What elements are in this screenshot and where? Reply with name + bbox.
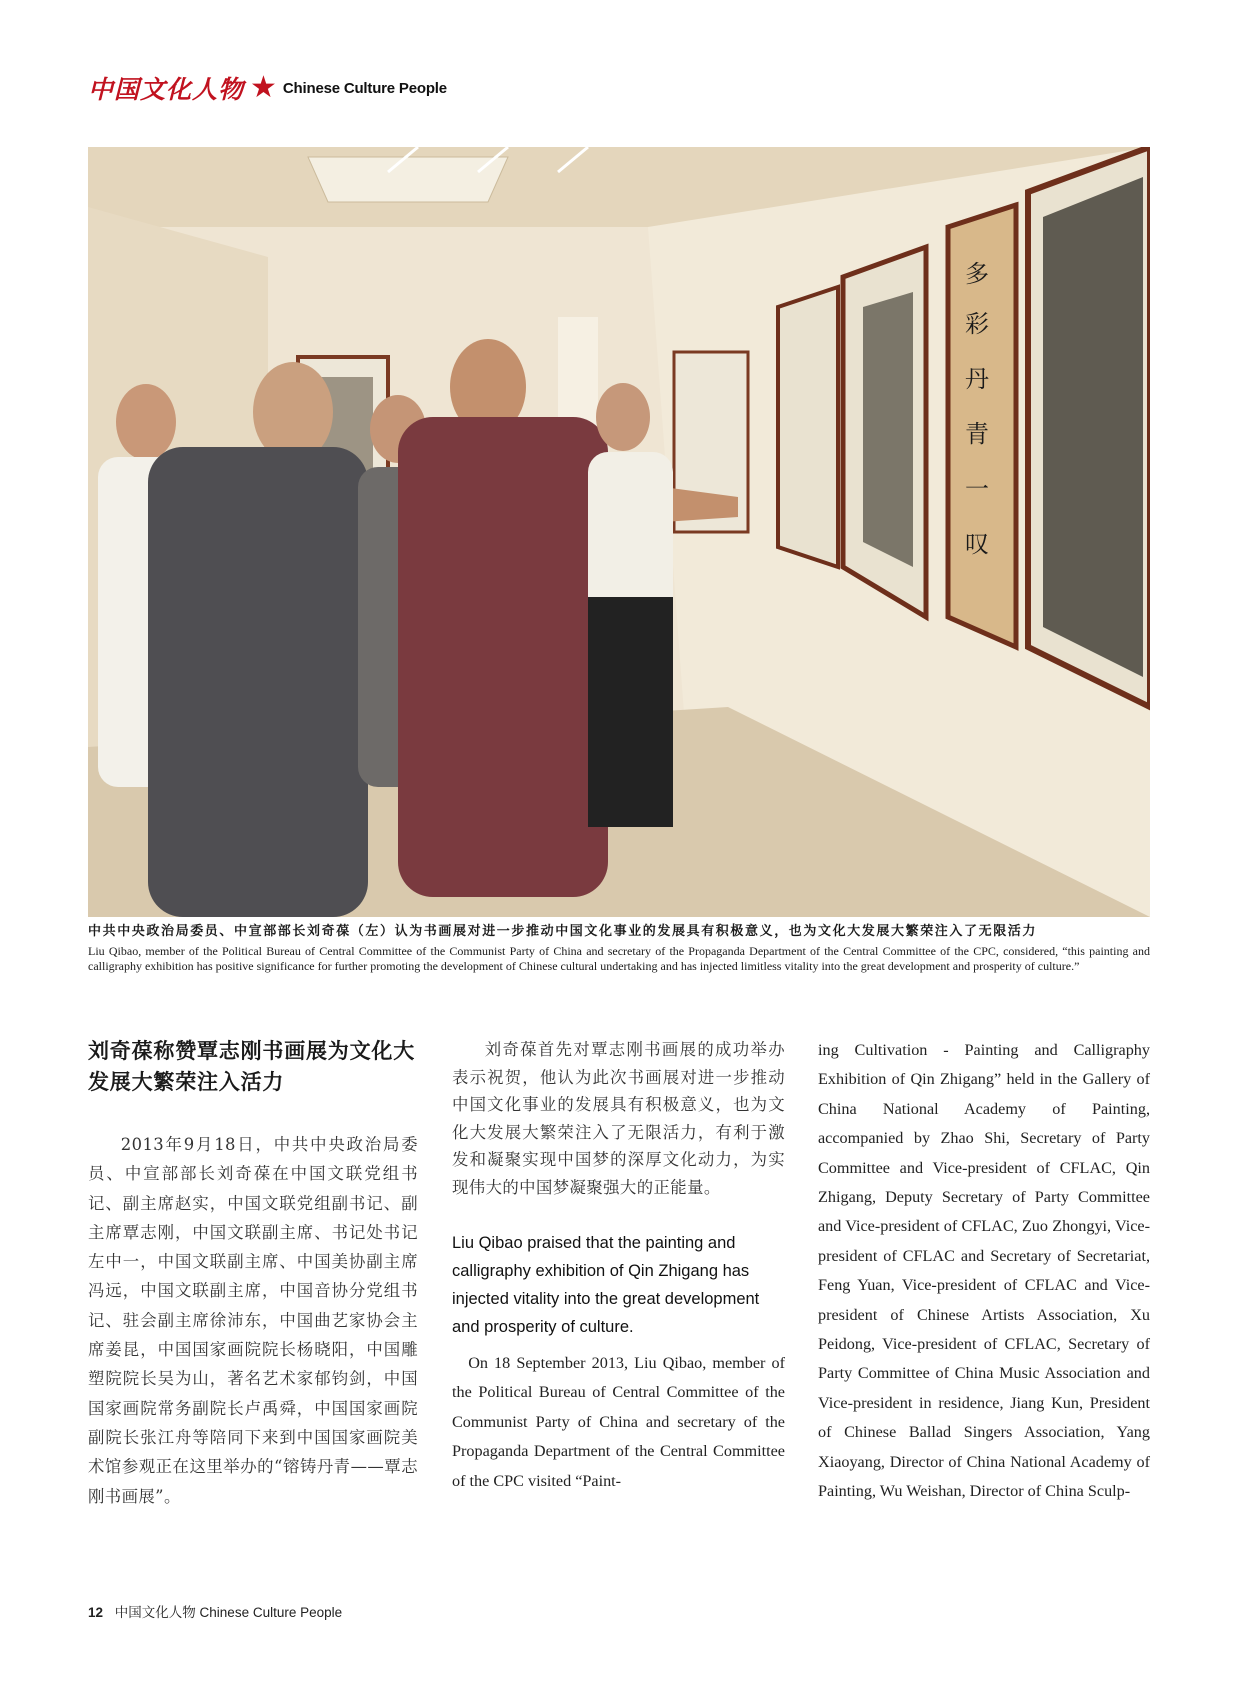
caption-cn: 中共中央政治局委员、中宣部部长刘奇葆（左）认为书画展对进一步推动中国文化事业的发展具有积极意义，也为文化大发展大繁荣注入了无限活力 bbox=[88, 924, 1038, 939]
exhibition-photo bbox=[88, 147, 1150, 917]
scroll-char: 青 bbox=[965, 420, 989, 448]
page-number: 12 bbox=[88, 1605, 104, 1620]
footer-label: 中国文化人物 Chinese Culture People bbox=[114, 1605, 343, 1620]
brand-cn: 中国文化人物 bbox=[88, 75, 245, 104]
scroll-char: 彩 bbox=[965, 310, 989, 338]
photo-caption bbox=[88, 922, 1150, 973]
column-3 bbox=[818, 1036, 1150, 1507]
body-en-part-1: On 18 September 2013, Liu Qibao, member of the Political Bureau of Central Committee of the Communist Party of China and secretary of the Propaganda Department of the Central Committee of the CPC visited “Paint- bbox=[452, 1354, 785, 1490]
body-cn-paragraph-2: 刘奇葆首先对覃志刚书画展的成功举办表示祝贺，他认为此次书画展对进一步推动中国文化事业的发展具有积极意义，也为文化大发展大繁荣注入了无限活力，有利于激发和凝聚实现中国梦的深厚文化动力，为实现伟大的中国梦凝聚强大的正能量。 bbox=[452, 1040, 785, 1197]
star-icon: ★ bbox=[250, 70, 277, 105]
column-2 bbox=[452, 1036, 785, 1496]
scroll-char: 叹 bbox=[965, 530, 989, 558]
scroll-char: 丹 bbox=[965, 365, 989, 393]
scroll-char: 一 bbox=[965, 475, 989, 503]
page-footer bbox=[88, 1601, 342, 1621]
caption-en: Liu Qibao, member of the Political Bureau of Central Committee of the Communist Party of China and secretary of the Propaganda Department of the Central Committee of the CPC, considered, “this painting and calligraphy exhibition has positive significance for further promoting the development of Chinese cultural undertaking and has injected limitless vitality into the great development and prosperity of culture.” bbox=[88, 944, 1150, 973]
masthead bbox=[88, 68, 447, 108]
headline-cn: 刘奇葆称赞覃志刚书画展为文化大发展大繁荣注入活力 bbox=[88, 1039, 415, 1094]
scroll-char: 多 bbox=[965, 260, 989, 288]
column-1 bbox=[88, 1036, 418, 1511]
body-cn-paragraph-1: 2013年9月18日，中共中央政治局委员、中宣部部长刘奇葆在中国文联党组书记、副主席赵实，中国文联党组副书记、副主席覃志刚，中国文联副主席、书记处书记左中一，中国文联副主席、中国美协副主席冯远，中国文联副主席，中国音协分党组书记、驻会副主席徐沛东，中国曲艺家协会主席姜昆，中国国家画院院长杨晓阳，中国雕塑院院长吴为山，著名艺术家郁钧剑，中国国家画院常务副院长卢禹舜，中国国家画院副院长张江舟等陪同下来到中国国家画院美术馆参观正在这里举办的“镕铸丹青——覃志刚书画展”。 bbox=[88, 1135, 418, 1506]
headline-en: Liu Qibao praised that the painting and calligraphy exhibition of Qin Zhigang has injected vitality into the great development and prosperity of culture. bbox=[452, 1234, 760, 1336]
brand-en: Chinese Culture People bbox=[282, 79, 447, 97]
body-en-part-2: ing Cultivation - Painting and Calligraphy Exhibition of Qin Zhigang” held in the Gallery of China National Academy of Painting, accompanied by Zhao Shi, Secretary of Party Committee and Vice-president of CFLAC, Qin Zhigang, Deputy Secretary of Party Committee and Vice-president of CFLAC, Zuo Zhongyi, Vice-president of CFLAC and Secretary of Secretariat, Feng Yuan, Vice-president of CFLAC and Vice-president of Chinese Artists Association, Xu Peidong, Vice-president of CFLAC, Secretary of Party Committee of China Music Association and Vice-president in residence, Jiang Kun, President of Chinese Ballad Singers Association, Yang Xiaoyang, Director of China National Academy of Painting, Wu Weishan, Director of China Sculp- bbox=[818, 1041, 1150, 1501]
